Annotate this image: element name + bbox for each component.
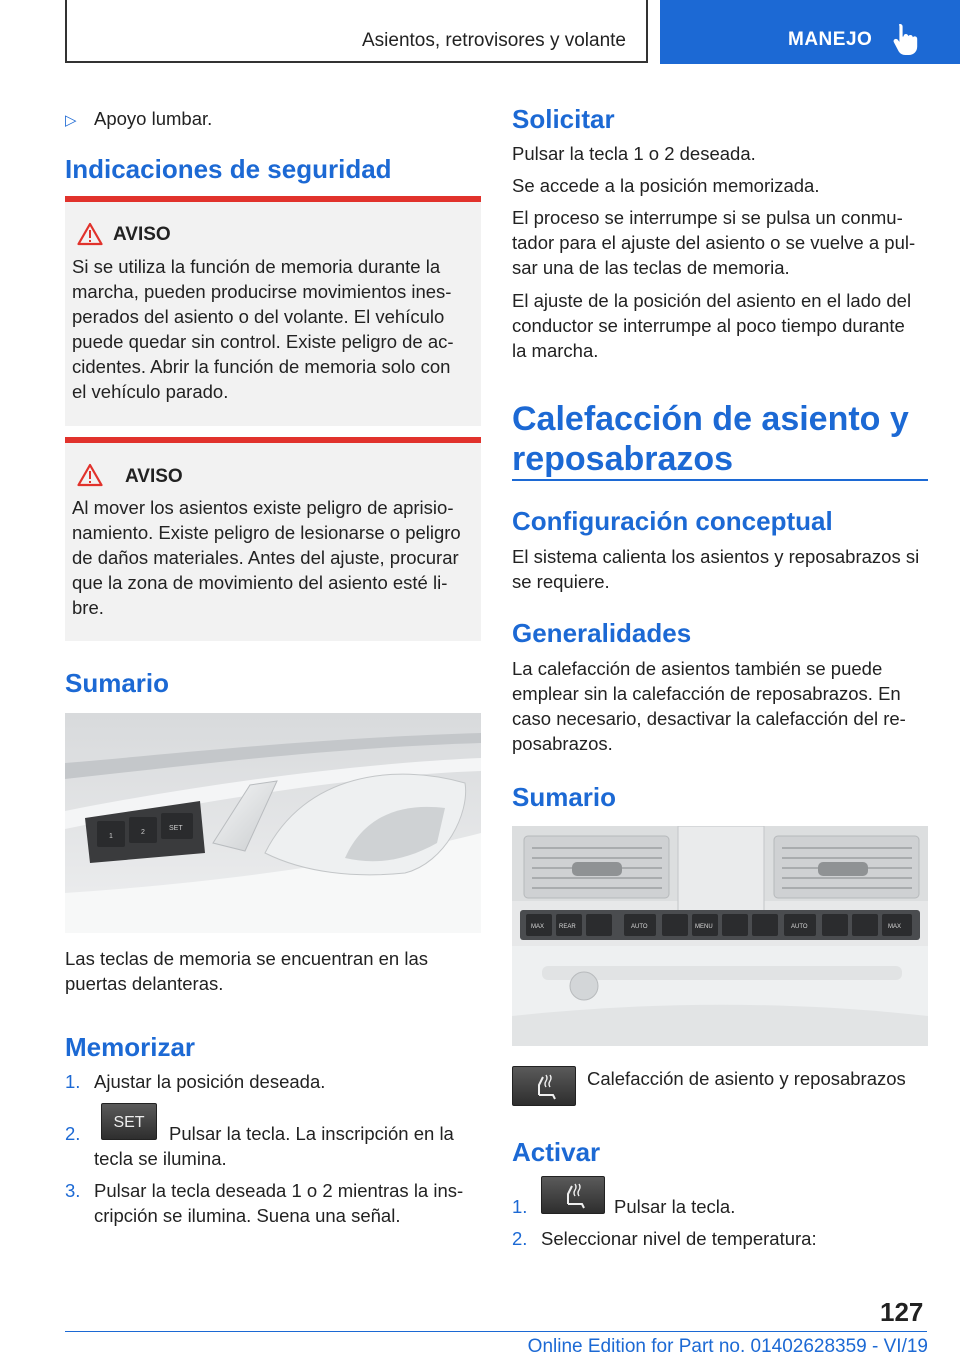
warning-bar — [65, 196, 481, 202]
step-text: Pulsar la tecla. La inscripción en la — [169, 1123, 454, 1144]
step-number: 2. — [65, 1123, 81, 1144]
door-memory-buttons-image — [65, 713, 481, 933]
set-key-icon: SET — [101, 1103, 157, 1140]
activar-heading: Activar — [512, 1137, 601, 1167]
warning-box-2 — [65, 437, 481, 641]
warning-triangle-icon — [77, 463, 103, 487]
solicitar-para: Pulsar la tecla 1 o 2 deseada. — [512, 143, 756, 164]
safety-heading: Indicaciones de seguridad — [65, 154, 392, 184]
bullet-item — [65, 106, 213, 133]
svg-text:MAX: MAX — [531, 924, 545, 930]
warning-triangle-icon — [77, 222, 103, 246]
warning-box-1 — [65, 196, 481, 426]
svg-text:AUTO: AUTO — [791, 924, 808, 930]
hand-pointer-icon — [892, 22, 920, 56]
warning-label: AVISO — [113, 224, 171, 245]
section-rule — [512, 479, 928, 481]
calefaccion-heading: Calefacción de asiento y reposabrazos — [512, 400, 909, 478]
tab-manejo[interactable] — [660, 0, 960, 64]
footer-rule — [65, 1331, 927, 1332]
warning-label: AVISO — [125, 466, 183, 487]
svg-text:REAR: REAR — [559, 924, 576, 930]
seat-heating-key-icon — [541, 1176, 605, 1214]
bullet-text: Apoyo lumbar. — [94, 108, 213, 129]
climate-console-image — [512, 826, 928, 1046]
step-text: tecla se ilumina. — [94, 1148, 227, 1169]
generalidades-text: La calefacción de asientos también se puede emplear sin la calefacción de reposabrazos. En caso necesario, desactivar la calefacción del re- posabrazos. — [512, 658, 906, 754]
step-text: Ajustar la posición deseada. — [94, 1071, 326, 1092]
svg-text:MAX: MAX — [888, 924, 902, 930]
warning-bar — [65, 437, 481, 443]
page-number: 127 — [880, 1297, 924, 1327]
solicitar-para: El ajuste de la posición del asiento en el lado del conductor se interrumpe al poco tiempo durante la marcha. — [512, 290, 912, 361]
tab-manejo-label: MANEJO — [788, 29, 873, 50]
section-title: Asientos, retrovisores y volante — [361, 30, 626, 51]
step-number: 2. — [512, 1228, 528, 1249]
svg-text:SET: SET — [169, 825, 183, 832]
svg-text:2: 2 — [141, 829, 145, 836]
sumario-heading-right: Sumario — [512, 782, 617, 812]
triangle-bullet-icon: ▷ — [65, 112, 77, 129]
solicitar-para: El proceso se interrumpe si se pulsa un conmu- tador para el ajuste del asiento o se vuelve a pul- sar una de las teclas de memoria. — [512, 207, 916, 278]
image-caption: Las teclas de memoria se encuentran en las puertas delanteras. — [65, 948, 429, 994]
step-text: Pulsar la tecla. — [614, 1196, 736, 1217]
svg-text:MENU: MENU — [695, 924, 713, 930]
sumario-heading-left: Sumario — [65, 668, 170, 698]
config-heading: Configuración conceptual — [512, 506, 833, 536]
step-text: Seleccionar nivel de temperatura: — [541, 1228, 817, 1249]
step-number: 1. — [512, 1196, 528, 1217]
generalidades-heading: Generalidades — [512, 618, 692, 648]
memorizar-heading: Memorizar — [65, 1032, 196, 1062]
seat-heating-key-icon — [512, 1066, 576, 1106]
edition-text: Online Edition for Part no. 01402628359 - VI/19 — [527, 1336, 928, 1357]
svg-text:1: 1 — [109, 833, 113, 840]
step-text: Pulsar la tecla deseada 1 o 2 mientras la ins- cripción se ilumina. Suena una señal. — [94, 1180, 464, 1226]
header-title-box — [65, 0, 648, 63]
warning-text: Al mover los asientos existe peligro de aprisio- namiento. Existe peligro de lesionarse o peligro de daños materiales. Antes del ajuste, procurar que la zona de movimiento del asiento esté li- bre. — [72, 497, 461, 618]
step-number: 1. — [65, 1071, 81, 1092]
warning-text: Si se utiliza la función de memoria durante la marcha, pueden producirse movimientos ines- perados del asiento o del volante. El vehículo puede quedar sin control. Existe peligro de ac- cidentes. Abrir la función de memoria solo con el vehículo parado. — [72, 256, 454, 402]
solicitar-para: Se accede a la posición memorizada. — [512, 175, 820, 196]
step-number: 3. — [65, 1180, 81, 1201]
config-text: El sistema calienta los asientos y reposabrazos si se requiere. — [512, 546, 920, 592]
icon-caption: Calefacción de asiento y reposabrazos — [587, 1068, 906, 1089]
solicitar-heading: Solicitar — [512, 104, 615, 134]
svg-text:AUTO: AUTO — [631, 924, 648, 930]
